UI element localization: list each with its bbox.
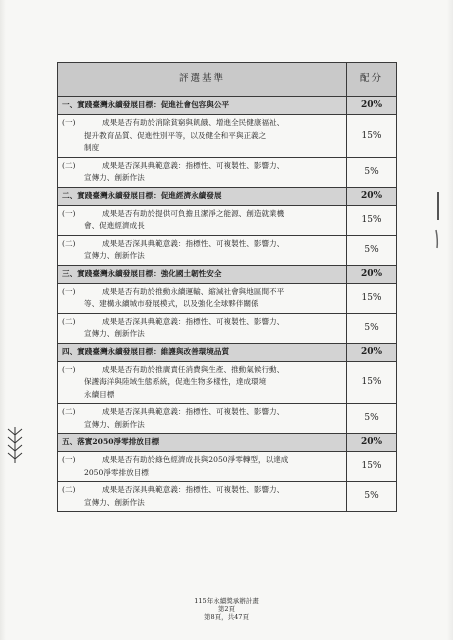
section-title: 四、實踐臺灣永續發展目標：維護與改善環境品質 [58, 343, 347, 361]
criterion-prefix: (二) [62, 316, 76, 326]
criterion-row [58, 361, 397, 404]
criterion-line: 宣傳力、創新作法 [84, 497, 145, 507]
criterion-row [58, 115, 397, 158]
criterion-line: 成果是否有助於提供可負擔且潔淨之能源、創造就業機 [102, 208, 285, 218]
criterion-row [58, 313, 397, 343]
criterion-line: 成果是否有助於消除貧窮與飢餓、增進全民健康福祉、 [102, 118, 285, 127]
criterion-line: 成果是否深具典範意義：指標性、可複製性、影響力、 [102, 316, 285, 326]
criterion-line: 成果是否有助於推廣責任消費與生產、推動氣候行動、 [102, 364, 285, 374]
criterion-line: 保護海洋與陸域生態系統，促進生物多樣性，達成環境 [84, 377, 267, 386]
criterion-prefix: (一) [62, 455, 76, 464]
criterion-score: 5% [347, 482, 397, 512]
criterion-score: 5% [347, 313, 397, 343]
criterion-text [58, 115, 347, 158]
criterion-text [58, 313, 347, 343]
criterion-row [58, 157, 397, 187]
section-score: 20% [347, 434, 397, 452]
criterion-score: 15% [347, 205, 397, 235]
criterion-prefix: (二) [62, 407, 76, 416]
section-title: 一、實踐臺灣永續發展目標：促進社會包容與公平 [58, 97, 347, 115]
criterion-line: 成果是否深具典範意義：指標性、可複製性、影響力、 [102, 485, 285, 494]
criterion-line: 等、建構永續城市發展模式，以及強化全球夥伴關係 [84, 299, 259, 308]
criterion-text [58, 404, 347, 434]
section-title: 二、實踐臺灣永續發展目標：促進經濟永續發展 [58, 187, 347, 205]
criterion-prefix: (二) [62, 238, 76, 248]
criterion-text [58, 283, 347, 313]
criterion-line: 制度 [84, 143, 100, 152]
criterion-text [58, 157, 347, 187]
seal-stamp [6, 425, 24, 465]
criterion-score: 5% [347, 235, 397, 265]
criterion-prefix: (二) [62, 485, 76, 494]
footer-page-number: 第2頁 [217, 605, 236, 613]
section-score: 20% [347, 343, 397, 361]
table-body [58, 97, 397, 512]
section-row [58, 97, 397, 115]
section-row [58, 343, 397, 361]
footer-title: 115年永續獎承辦計畫 [194, 597, 259, 605]
section-title: 五、落實2050淨零排放目標 [58, 434, 347, 452]
section-row [58, 265, 397, 283]
criterion-line: 會、促進經濟成長 [84, 221, 145, 230]
criterion-line: 成果是否深具典範意義：指標性、可複製性、影響力、 [102, 160, 285, 170]
criterion-score: 15% [347, 115, 397, 158]
criterion-line: 宣傳力、創新作法 [84, 329, 145, 338]
criterion-line: 提升教育品質、促進性別平等，以及健全和平與正義之 [84, 130, 267, 140]
table-header-row [58, 63, 397, 97]
criterion-score: 15% [347, 452, 397, 482]
section-row [58, 187, 397, 205]
criterion-prefix: (一) [62, 286, 76, 296]
criterion-line: 宣傳力、創新作法 [84, 173, 145, 182]
criterion-line: 2050淨零排放目標 [84, 467, 149, 477]
criterion-score: 5% [347, 404, 397, 434]
section-title: 三、實踐臺灣永續發展目標：強化國土韌性安全 [58, 265, 347, 283]
section-score: 20% [347, 265, 397, 283]
evaluation-criteria-table [57, 62, 397, 512]
criterion-text [58, 205, 347, 235]
criterion-row [58, 283, 397, 313]
criterion-score: 15% [347, 283, 397, 313]
criterion-row [58, 205, 397, 235]
criterion-line: 成果是否深具典範意義：指標性、可複製性、影響力、 [102, 238, 285, 248]
criterion-row [58, 235, 397, 265]
section-score: 20% [347, 187, 397, 205]
criterion-score: 15% [347, 361, 397, 404]
criterion-line: 宣傳力、創新作法 [84, 419, 145, 429]
criterion-row [58, 452, 397, 482]
criterion-text [58, 482, 347, 512]
criterion-line: 永續目標 [84, 389, 115, 399]
criterion-text [58, 235, 347, 265]
score-header: 配分 [347, 63, 397, 97]
criterion-line: 宣傳力、創新作法 [84, 251, 145, 260]
criteria-header: 評選基準 [58, 63, 347, 97]
criterion-text [58, 452, 347, 482]
criterion-row [58, 404, 397, 434]
criterion-prefix: (一) [62, 208, 76, 218]
section-row [58, 434, 397, 452]
criterion-line: 成果是否深具典範意義：指標性、可複製性、影響力、 [102, 407, 285, 416]
section-score: 20% [347, 97, 397, 115]
footer-sheet-count: 第8頁，共47頁 [204, 613, 249, 621]
criterion-score: 5% [347, 157, 397, 187]
criterion-line: 成果是否有助於推動永續運輸、縮減社會與地區間不平 [102, 286, 285, 296]
criterion-prefix: (一) [62, 364, 76, 374]
criterion-line: 成果是否有助於綠色經濟成長與2050淨零轉型，以達成 [102, 455, 289, 464]
criterion-prefix: (一) [62, 118, 76, 127]
binding-mark [433, 190, 443, 250]
criterion-row [58, 482, 397, 512]
criterion-prefix: (二) [62, 160, 76, 170]
criterion-text [58, 361, 347, 404]
